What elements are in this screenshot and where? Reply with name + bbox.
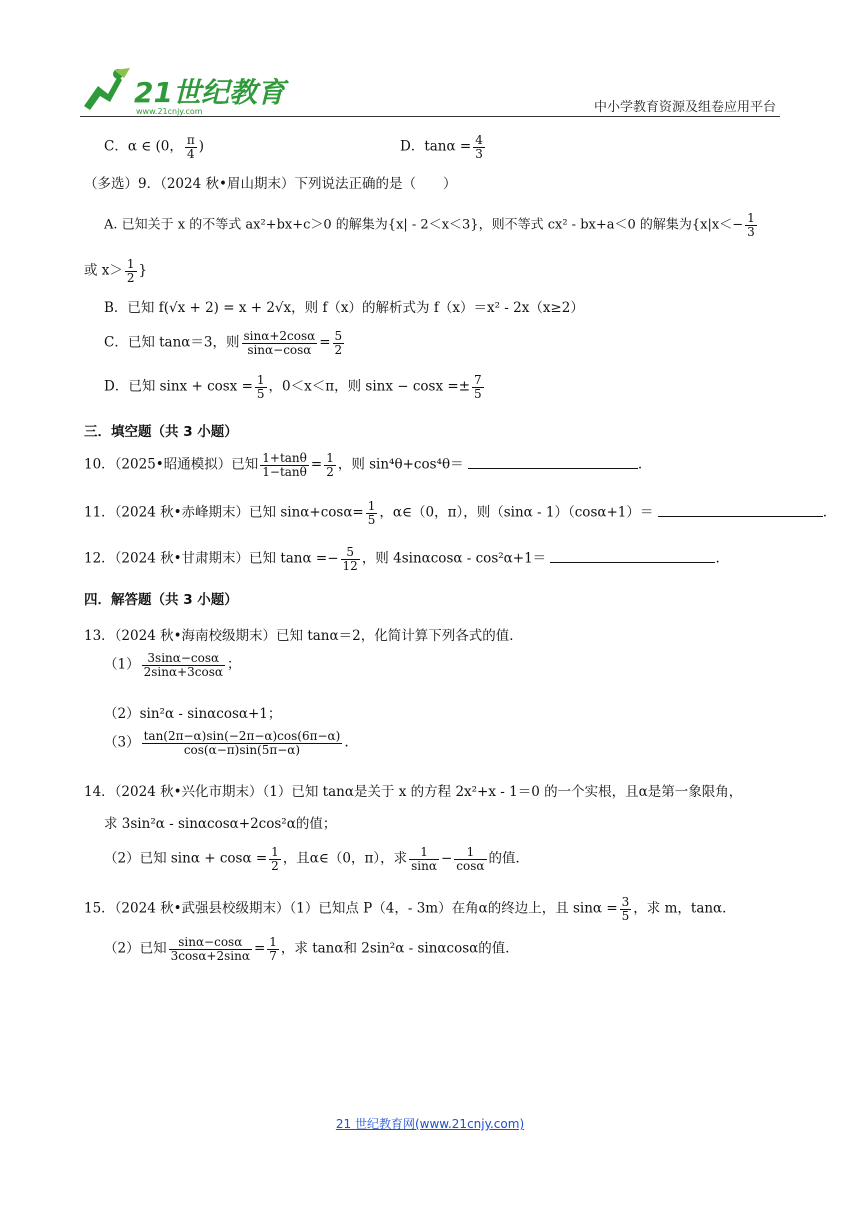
section-fill-blank: 三．填空题（共 3 小题） [84, 424, 238, 440]
logo-subtext: www.21cnjy.com [136, 107, 203, 116]
q8-option-c: C．α ∈ (0， $\frac{\pi}{4}$ ) [104, 133, 205, 161]
platform-name: 中小学教育资源及组卷应用平台 [593, 100, 776, 115]
header-divider [80, 116, 780, 117]
q15-line1: 15．（2024 秋•武强县校级期末）（1）已知点 P（4，‑ 3m）在角α的终边上，且 sinα = $\frac{3}{5}$ ，求 m，tanα． [84, 895, 736, 923]
q15-line2: （2）已知 $\frac{\sin\alpha-\cos\alpha}{3\cos\alpha+2\sin\alpha}$ = $\frac{1}{7}$ ，求 tanα和 2sin²α ‑ sinαcosα的值． [104, 935, 519, 963]
q10-answer-blank [468, 454, 638, 469]
logo-text: 21世纪教育 [134, 76, 285, 109]
site-logo [78, 66, 285, 118]
q9-option-b: B．已知 f(√x + 2) = x + 2√x，则 f（x）的解析式为 f（x）＝x² ‑ 2x（x≥2） [104, 300, 584, 316]
q12-answer-blank [550, 548, 715, 563]
q11: 11．（2024 秋•赤峰期末）已知 sinα+cosα= $\frac{1}{5}$ ，α∈（0，π），则（sinα ‑ 1）（cosα+1）＝ . [84, 499, 827, 527]
q9-stem: （多选）9．（2024 秋•眉山期末）下列说法正确的是（ ） [84, 176, 457, 192]
q11-answer-blank [658, 502, 823, 517]
q14-line1: 14．（2024 秋•兴化市期末）（1）已知 tanα是关于 x 的方程 2x²+x ‑ 1＝0 的一个实根，且α是第一象限角， [84, 784, 743, 800]
q12: 12．（2024 秋•甘肃期末）已知 tanα =− $\frac{5}{12}$ ，则 4sinαcosα ‑ cos²α+1＝ . [84, 545, 720, 573]
q13-stem: 13．（2024 秋•海南校级期末）已知 tanα＝2，化简计算下列各式的值． [84, 628, 523, 644]
q14-line2: 求 3sin²α ‑ sinαcosα+2cos²α的值； [104, 816, 337, 832]
q9-option-c: C．已知 tanα＝3，则 $\frac{\sin\alpha+2\cos\alpha}{\sin\alpha-\cos\alpha}$ = $\frac{5}{2}$ [104, 329, 343, 357]
footer-link[interactable]: 21 世纪教育网(www.21cnjy.com) [335, 1117, 525, 1131]
q9-option-a-cont: 或 x＞ $\frac{1}{2}$ } [84, 257, 148, 285]
q8-option-d: D．tanα = $\frac{4}{3}$ [400, 133, 483, 161]
q9-option-a: A. 已知关于 x 的不等式 ax²+bx+c＞0 的解集为{x| ‑ 2＜x＜3}，则不等式 cx² ‑ bx+a＜0 的解集为{x|x＜− $\frac{1}{3}$ [104, 211, 755, 239]
q13-part1: （1） $\frac{3\sin\alpha-\cos\alpha}{2\sin\alpha+3\cos\alpha}$ ； [104, 651, 241, 679]
q10: 10．（2025•昭通模拟）已知 $\frac{1+\tan\theta}{1-\tan\theta}$ = $\frac{1}{2}$ ，则 sin⁴θ+cos⁴θ＝ . [84, 451, 643, 479]
section-solution: 四．解答题（共 3 小题） [84, 592, 238, 608]
q13-part3: （3） $\frac{\tan(2\pi-\alpha)\sin(-2\pi-\alpha)\cos(6\pi-\alpha)}{\cos(\alpha-\pi)\sin(5\pi-\alpha)}$ . [104, 729, 349, 757]
q13-part2: （2）sin²α ‑ sinαcosα+1； [104, 706, 282, 722]
q14-line3: （2）已知 sinα + cosα = $\frac{1}{2}$ ，且α∈（0，π），求 $\frac{1}{\sin\alpha}$ − $\frac{1}{\cos\alpha}$ 的值． [104, 845, 529, 873]
q9-option-d: D．已知 sinx + cosx = $\frac{1}{5}$ ，0＜x＜π，则 sinx − cosx =± $\frac{7}{5}$ [104, 373, 482, 401]
